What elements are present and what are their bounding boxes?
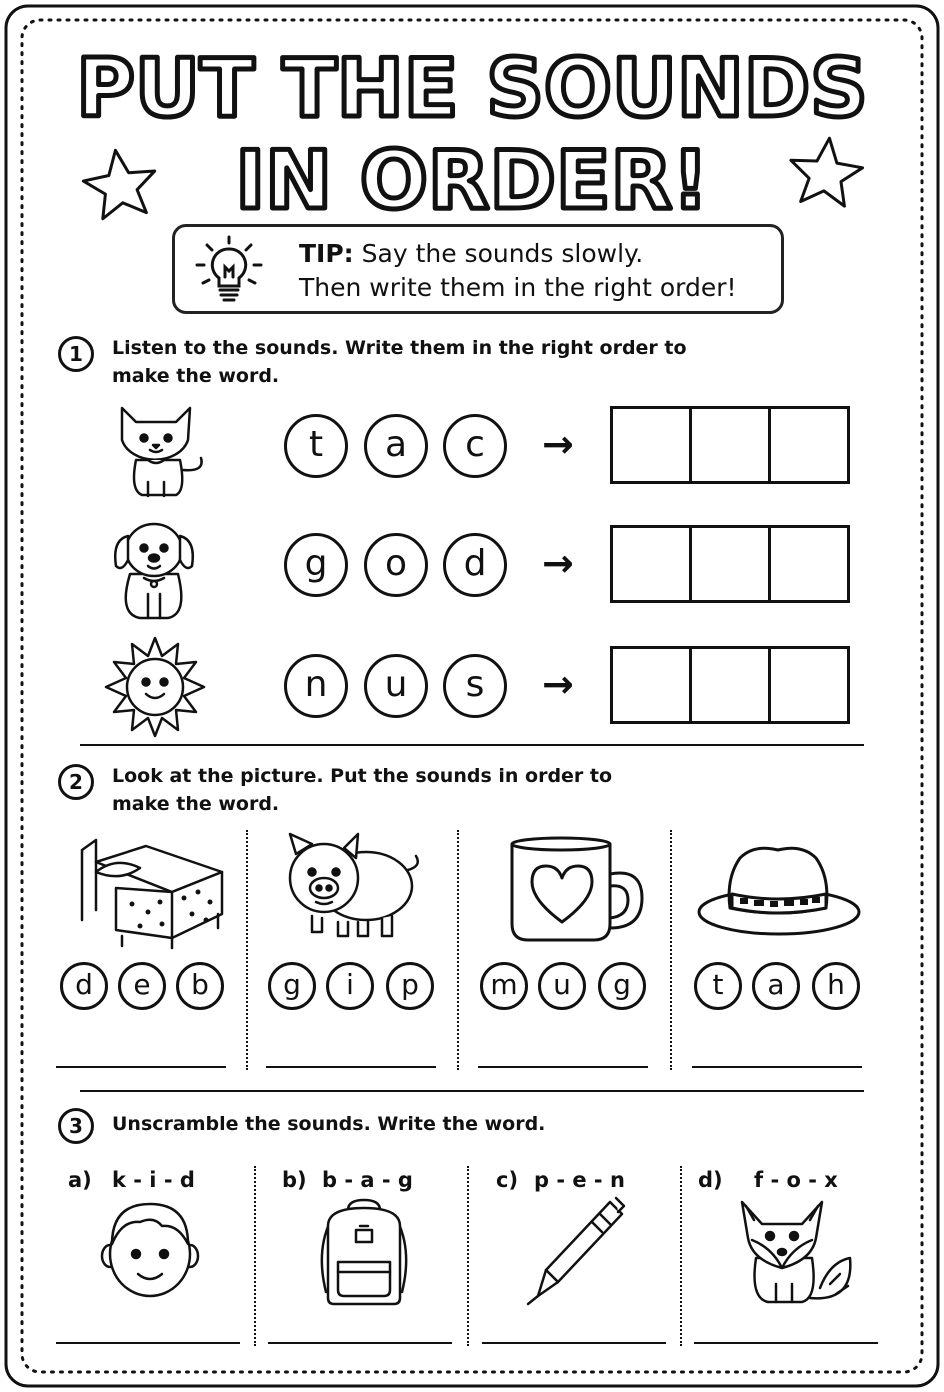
sound-circle: m [480,962,528,1010]
answer-line[interactable] [478,1066,648,1068]
section-3-number: 3 [58,1108,94,1144]
fox-picture [732,1198,856,1308]
pen-picture [522,1196,626,1308]
sun-picture [104,636,206,738]
column-divider [467,1166,469,1346]
star-icon [80,145,160,220]
section-divider [80,744,864,746]
title-line-1: PUT THE SOUNDS [76,42,868,135]
sound-circle: e [118,962,166,1010]
answer-box[interactable] [613,528,692,600]
column-divider [254,1166,256,1346]
bed-picture [76,832,226,950]
column-divider [670,830,672,1070]
mug-picture [506,834,648,946]
answer-boxes[interactable] [610,525,850,603]
tip-box [172,224,784,314]
section-1-instruction-line-1: Listen to the sounds. Write them in the right order to [112,337,687,359]
answer-box[interactable] [771,528,847,600]
sound-circle: g [284,533,348,597]
section-1-number: 1 [58,336,94,372]
answer-line[interactable] [56,1066,226,1068]
sound-circle: u [538,962,586,1010]
tip-label: TIP: [299,239,354,268]
item-label: d) [698,1168,723,1192]
answer-box[interactable] [692,528,771,600]
answer-line[interactable] [56,1342,240,1344]
dog-picture [108,514,200,624]
sound-circle: b [176,962,224,1010]
scrambled-sounds: k - i - d [112,1168,195,1192]
sound-circle: c [443,414,507,478]
answer-line[interactable] [268,1342,452,1344]
title-line-2: IN ORDER! [235,134,709,227]
section-2-number: 2 [58,764,94,800]
column-divider [457,830,459,1070]
answer-boxes[interactable] [610,646,850,724]
sound-circle: t [694,962,742,1010]
section-2-instruction-line-1: Look at the picture. Put the sounds in order to [112,765,613,787]
sound-circle: h [812,962,860,1010]
lightbulb-icon [189,235,269,307]
answer-box[interactable] [692,409,771,481]
answer-box[interactable] [613,409,692,481]
sound-circle: d [60,962,108,1010]
scrambled-sounds: p - e - n [534,1168,625,1192]
sound-circle: o [364,533,428,597]
tip-line-1: Say the sounds slowly. [353,239,644,268]
scrambled-sounds: f - o - x [754,1168,838,1192]
section-1-instruction-line-2: make the word. [112,365,280,387]
sound-circle: s [443,654,507,718]
backpack-picture [312,1196,416,1308]
answer-box[interactable] [771,649,847,721]
answer-line[interactable] [482,1342,666,1344]
item-label: b) [282,1168,307,1192]
section-3-instruction: Unscramble the sounds. Write the word. [112,1113,546,1135]
answer-line[interactable] [694,1342,878,1344]
section-2-instruction [112,762,612,818]
section-2-instruction-line-2: make the word. [112,793,280,815]
pig-picture [282,830,424,942]
sound-circle: i [326,962,374,1010]
worksheet-title [0,38,944,228]
hat-picture [696,842,862,938]
sound-circle: g [598,962,646,1010]
section-1-instruction [112,334,687,390]
arrow-right-icon: → [542,662,574,706]
star-icon [787,134,866,207]
sound-circle: d [443,533,507,597]
answer-line[interactable] [266,1066,436,1068]
sound-circle: u [364,654,428,718]
sound-circle: p [386,962,434,1010]
answer-box[interactable] [692,649,771,721]
item-label: c) [496,1168,519,1192]
column-divider [246,830,248,1070]
boy-face-picture [100,1200,200,1300]
sound-circle: a [752,962,800,1010]
answer-line[interactable] [692,1066,862,1068]
column-divider [680,1166,682,1346]
answer-box[interactable] [771,409,847,481]
arrow-right-icon: → [542,422,574,466]
cat-picture [108,400,208,500]
sound-circle: g [268,962,316,1010]
tip-line-2: Then write them in the right order! [299,273,737,302]
arrow-right-icon: → [542,541,574,585]
answer-box[interactable] [613,649,692,721]
tip-text [299,237,737,305]
scrambled-sounds: b - a - g [322,1168,413,1192]
sound-circle: t [284,414,348,478]
section-divider [80,1090,864,1092]
sound-circle: n [284,654,348,718]
sound-circle: a [364,414,428,478]
answer-boxes[interactable] [610,406,850,484]
item-label: a) [68,1168,92,1192]
